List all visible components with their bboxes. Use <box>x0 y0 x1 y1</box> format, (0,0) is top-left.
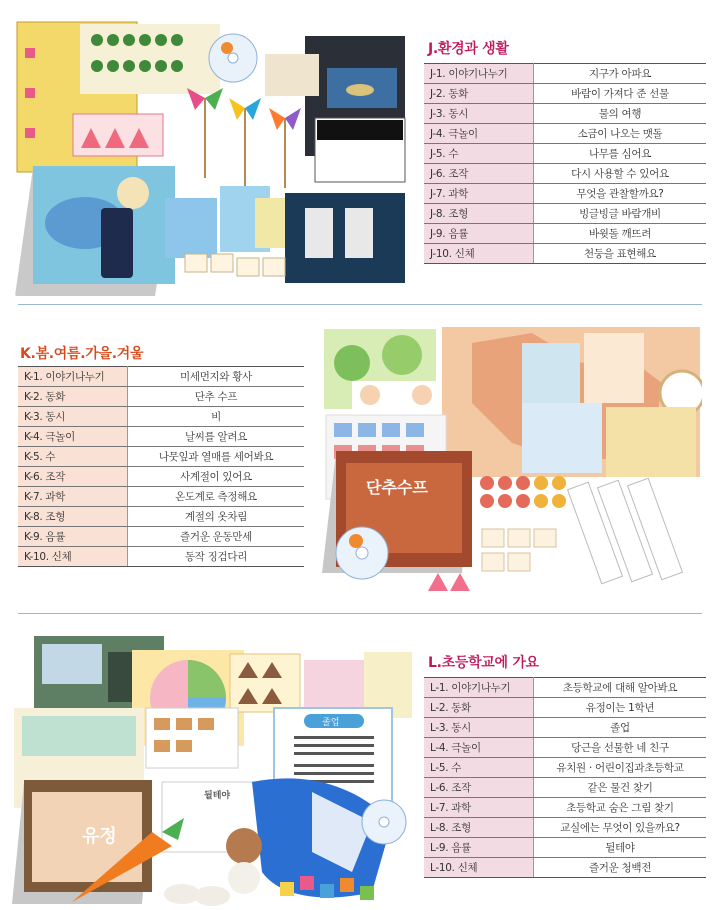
k-book-title: 단추수프 <box>366 478 428 497</box>
table-row <box>424 184 706 204</box>
activity-code: J-7. 과학 <box>424 184 534 204</box>
table-row <box>424 758 706 778</box>
activity-code: L-8. 조형 <box>424 818 534 838</box>
section-j-heading: J.환경과 생활 <box>428 41 509 57</box>
activity-code: K-6. 조작 <box>18 467 128 487</box>
table-row <box>424 204 706 224</box>
table-row <box>424 164 706 184</box>
section-k-product-photo <box>322 323 702 603</box>
activity-code: J-2. 동화 <box>424 84 534 104</box>
activity-code: J-6. 조작 <box>424 164 534 184</box>
activity-title: 물의 여행 <box>534 104 707 124</box>
table-row <box>424 104 706 124</box>
table-row <box>18 427 304 447</box>
activity-code: K-5. 수 <box>18 447 128 467</box>
activity-title: 단추 수프 <box>128 387 305 407</box>
activity-code: K-9. 음률 <box>18 527 128 547</box>
table-row <box>18 447 304 467</box>
table-row <box>424 244 706 264</box>
activity-code: L-3. 동시 <box>424 718 534 738</box>
section-j <box>0 0 717 300</box>
activity-title: 즐거운 청백전 <box>534 858 707 878</box>
activity-title: 초등학교 숨은 그림 찾기 <box>534 798 707 818</box>
activity-code: K-8. 조형 <box>18 507 128 527</box>
activity-code: L-5. 수 <box>424 758 534 778</box>
table-row <box>424 64 706 84</box>
activity-title: 온도계로 측정해요 <box>128 487 305 507</box>
section-k-heading: K.봄.여름.가을.겨울 <box>20 346 144 362</box>
activity-title: 뒬테야 <box>534 838 707 858</box>
section-l-heading: L.초등학교에 가요 <box>428 655 539 671</box>
activity-code: L-9. 음률 <box>424 838 534 858</box>
activity-code: L-6. 조작 <box>424 778 534 798</box>
activity-title: 졸업 <box>534 718 707 738</box>
activity-title: 바람이 가져다 준 선물 <box>534 84 707 104</box>
section-j-table <box>424 63 706 264</box>
activity-code: L-4. 극놀이 <box>424 738 534 758</box>
activity-title: 계절의 옷차림 <box>128 507 305 527</box>
table-row <box>424 738 706 758</box>
table-row <box>18 467 304 487</box>
activity-code: L-2. 동화 <box>424 698 534 718</box>
activity-title: 지구가 아파요 <box>534 64 707 84</box>
section-k <box>0 305 717 605</box>
table-row <box>424 224 706 244</box>
table-row <box>18 387 304 407</box>
activity-code: K-1. 이야기나누기 <box>18 367 128 387</box>
table-row <box>18 367 304 387</box>
activity-code: K-2. 동화 <box>18 387 128 407</box>
table-row <box>424 838 706 858</box>
activity-code: J-4. 극놀이 <box>424 124 534 144</box>
activity-code: K-7. 과학 <box>18 487 128 507</box>
activity-title: 유정이는 1학년 <box>534 698 707 718</box>
l-card-title: 졸업 <box>322 718 340 728</box>
table-row <box>424 84 706 104</box>
table-row <box>424 144 706 164</box>
table-row <box>424 778 706 798</box>
table-row <box>424 798 706 818</box>
activity-title: 무엇을 관찰할까요? <box>534 184 707 204</box>
activity-title: 소금이 나오는 맷돌 <box>534 124 707 144</box>
section-l-table <box>424 677 706 878</box>
activity-code: L-10. 신체 <box>424 858 534 878</box>
activity-title: 유치원 · 어린이집과초등학교 <box>534 758 707 778</box>
section-j-product-photo <box>15 18 410 296</box>
activity-code: K-4. 극놀이 <box>18 427 128 447</box>
table-row <box>424 698 706 718</box>
activity-title: 교실에는 무엇이 있을까요? <box>534 818 707 838</box>
activity-title: 비 <box>128 407 305 427</box>
section-l-product-photo <box>12 632 414 908</box>
activity-title: 사계절이 있어요 <box>128 467 305 487</box>
activity-title: 바윗돌 깨뜨려 <box>534 224 707 244</box>
activity-title: 같은 물건 찾기 <box>534 778 707 798</box>
activity-code: L-1. 이야기나누기 <box>424 678 534 698</box>
activity-title: 나무를 심어요 <box>534 144 707 164</box>
table-row <box>18 407 304 427</box>
activity-title: 나뭇잎과 열매를 세어봐요 <box>128 447 305 467</box>
activity-code: J-10. 신체 <box>424 244 534 264</box>
table-row <box>18 507 304 527</box>
activity-title: 날씨를 알려요 <box>128 427 305 447</box>
activity-title: 다시 사용할 수 있어요 <box>534 164 707 184</box>
section-l <box>0 614 717 910</box>
activity-code: J-9. 음률 <box>424 224 534 244</box>
activity-title: 천둥을 표현해요 <box>534 244 707 264</box>
table-row <box>424 718 706 738</box>
table-row <box>424 858 706 878</box>
activity-code: J-8. 조형 <box>424 204 534 224</box>
activity-title: 당근을 선물한 네 친구 <box>534 738 707 758</box>
activity-title: 즐거운 운동만세 <box>128 527 305 547</box>
activity-code: J-1. 이야기나누기 <box>424 64 534 84</box>
activity-code: K-3. 동시 <box>18 407 128 427</box>
activity-title: 동작 징검다리 <box>128 547 305 567</box>
activity-title: 초등학교에 대해 알아봐요 <box>534 678 707 698</box>
activity-title: 미세먼지와 황사 <box>128 367 305 387</box>
table-row <box>424 124 706 144</box>
activity-code: J-5. 수 <box>424 144 534 164</box>
activity-code: L-7. 과학 <box>424 798 534 818</box>
table-row <box>424 818 706 838</box>
l-book-title: 유정 <box>82 826 117 847</box>
table-row <box>18 547 304 567</box>
activity-code: K-10. 신체 <box>18 547 128 567</box>
table-row <box>424 678 706 698</box>
l-card2-title: 뒬테야 <box>204 791 231 801</box>
activity-title: 빙글빙글 바람개비 <box>534 204 707 224</box>
table-row <box>18 487 304 507</box>
activity-code: J-3. 동시 <box>424 104 534 124</box>
table-row <box>18 527 304 547</box>
section-k-table <box>18 366 304 567</box>
